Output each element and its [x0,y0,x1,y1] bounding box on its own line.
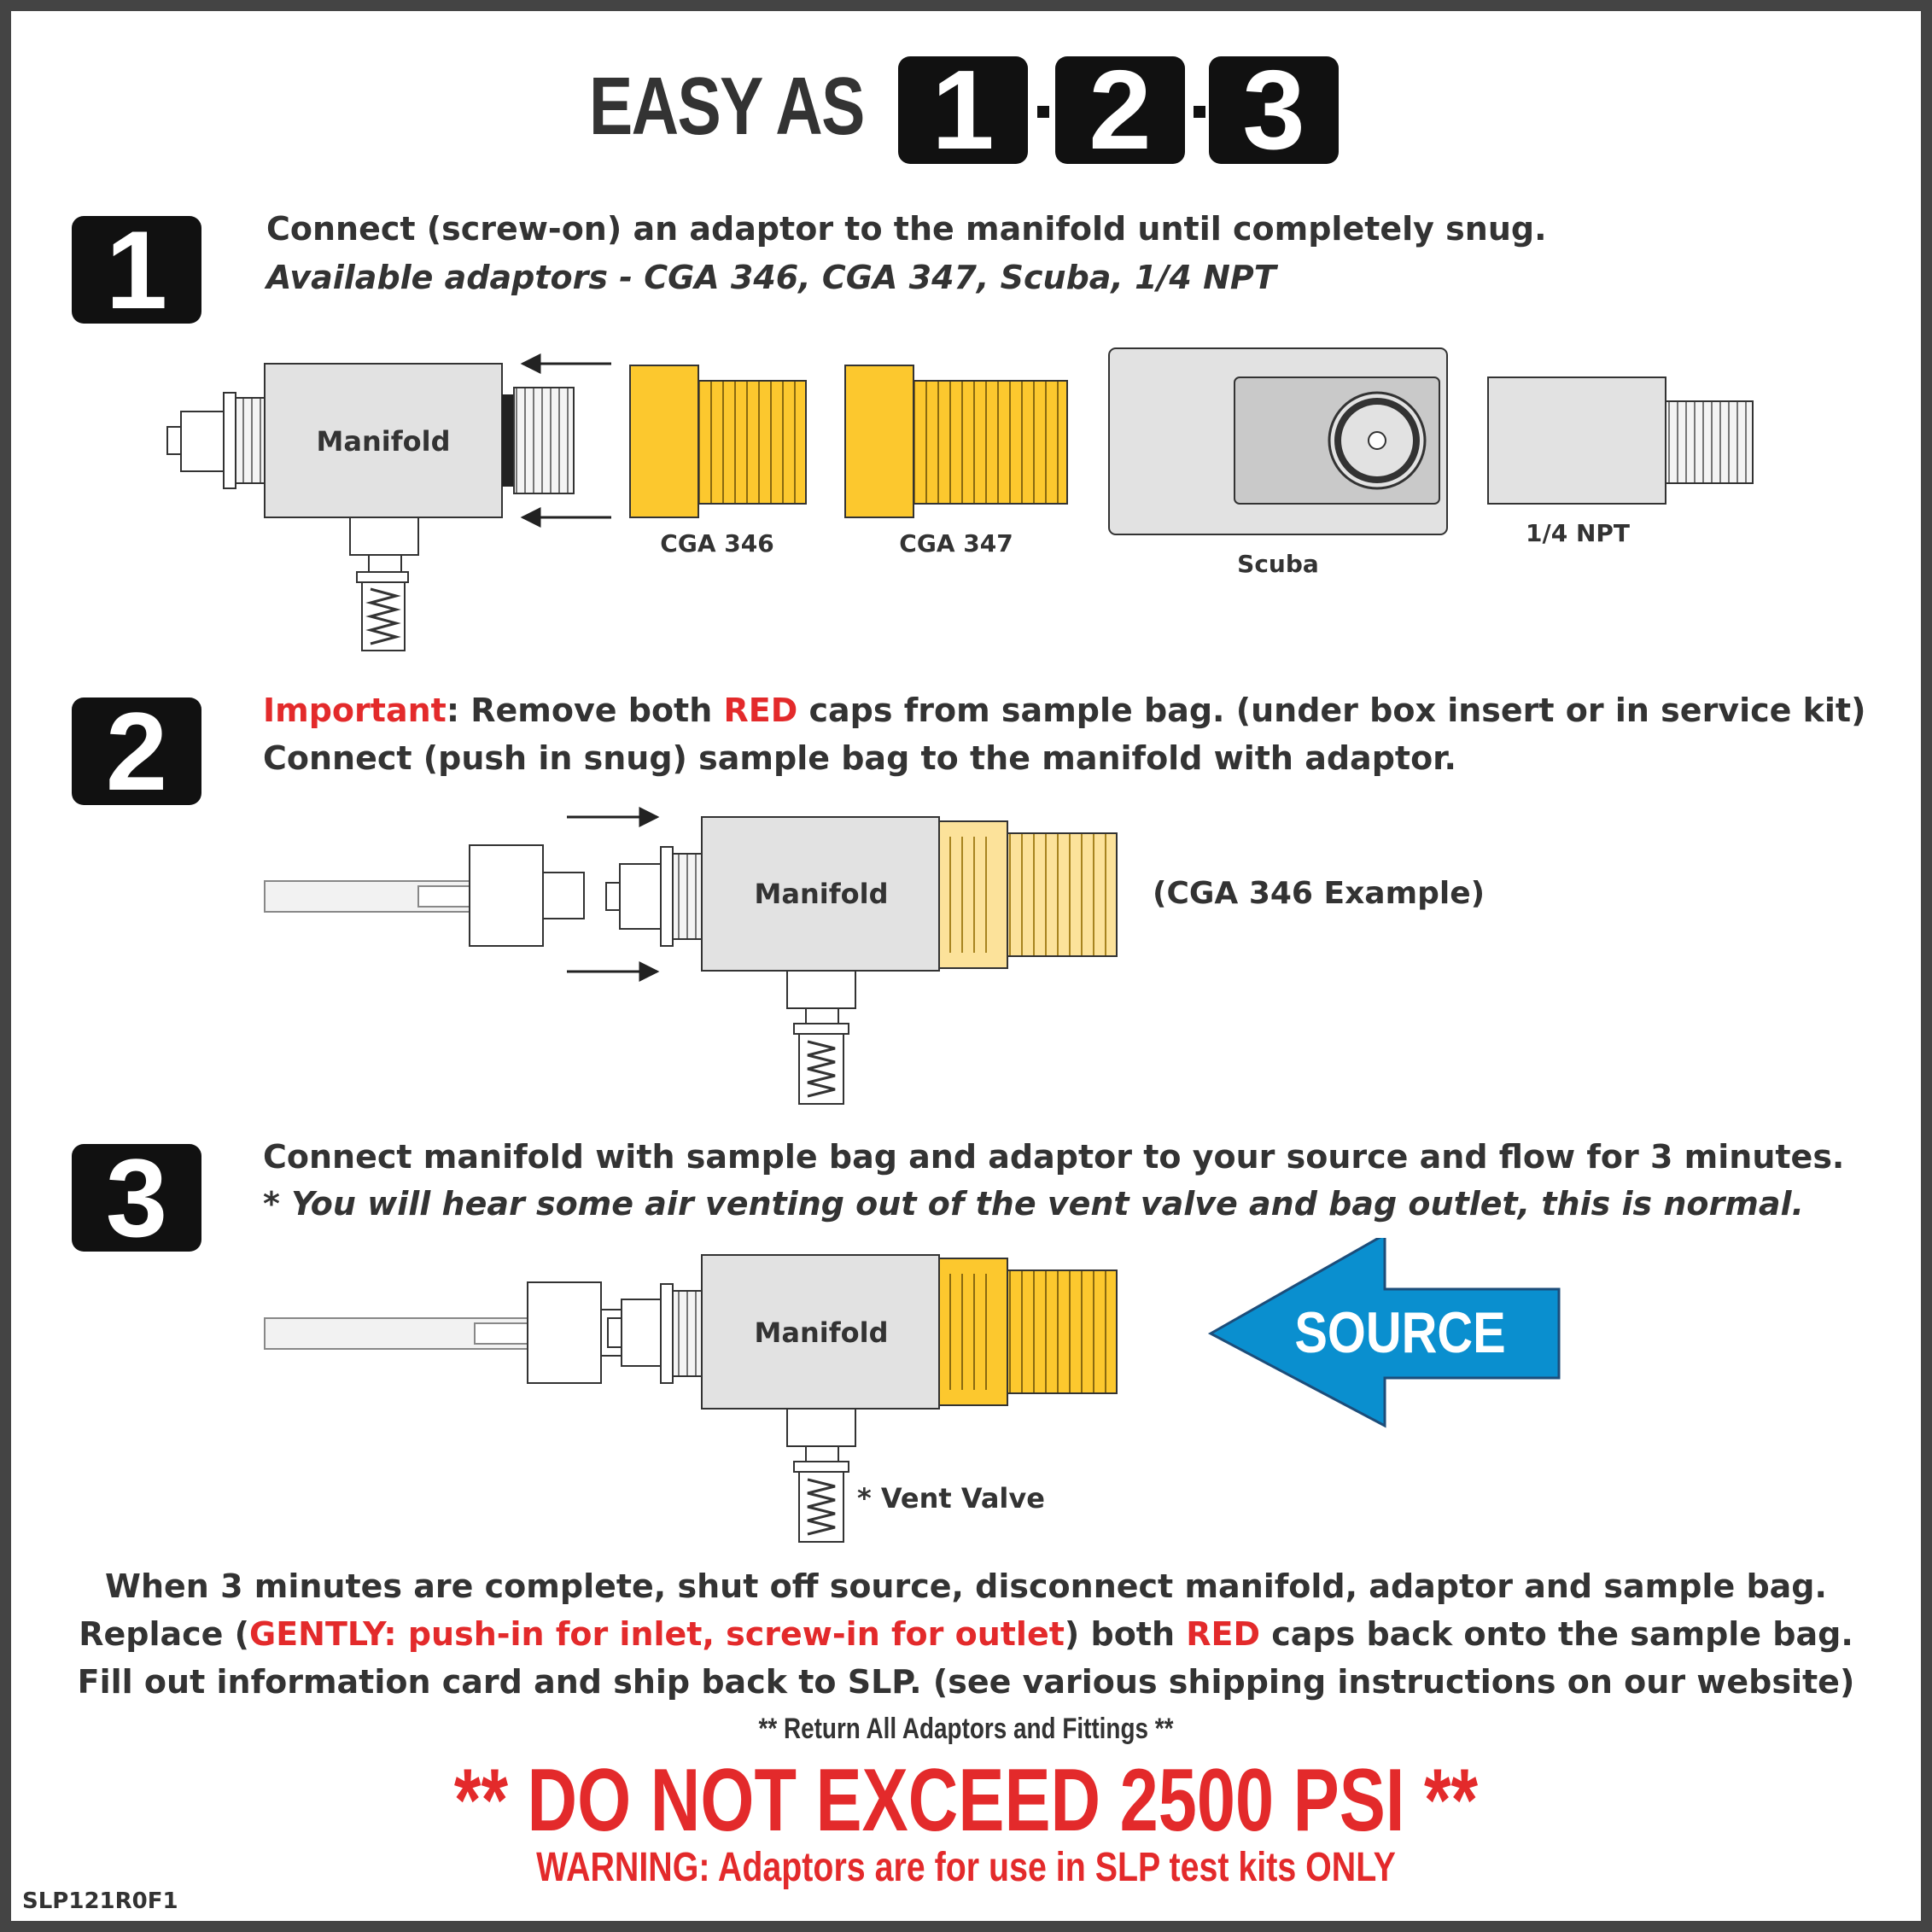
step3-number: 3 [72,1144,201,1252]
step3-vent-neck [806,1446,838,1462]
step3-inlet-tip [608,1318,622,1347]
step2-instruction-2: Connect (push in snug) sample bag to the manifold with adaptor. [263,739,1456,777]
step2-adaptor-engaged [943,837,994,953]
step2-adaptor-threads [1007,833,1117,956]
source-label: SOURCE [1294,1300,1506,1366]
footer-line-1: When 3 minutes are complete, shut off source, disconnect manifold, adaptor and sample bag. [105,1567,1827,1605]
label-scuba: Scuba [1237,550,1319,578]
header-dot-2 [1194,106,1205,118]
step3-vent-housing [794,1462,849,1472]
step3-instruction-1: Connect manifold with sample bag and adaptor to your source and flow for 3 minutes. [263,1138,1845,1176]
red-word-2: RED [1186,1615,1261,1653]
step3-vent-body [787,1409,855,1446]
cga347-threads [913,381,1067,504]
step3-instruction-2: * You will hear some air venting out of the vent valve and bag outlet, this is normal. [263,1185,1804,1223]
step3-manifold-label: Manifold [754,1316,889,1349]
step1-vent-body [350,517,418,555]
header-dot-1 [1037,106,1049,118]
cga347-hex [845,365,913,517]
step3-bag-fitting [528,1282,601,1383]
step2-vent-neck [806,1008,838,1024]
gently-note: GENTLY: push-in for inlet, screw-in for outlet [249,1615,1065,1653]
header-step-2: 2 [1055,56,1185,164]
step2-diagram [0,803,1932,1110]
npt-threads [1666,401,1753,483]
step1-diagram [0,324,1932,683]
step3-inlet [622,1299,661,1366]
step2-vent-body [787,971,855,1008]
cga346-hex [630,365,698,517]
scuba-port-hole [1369,432,1386,449]
step2-bag-tube-inner [418,886,470,907]
label-npt: 1/4 NPT [1526,519,1630,547]
red-word: RED [723,692,798,729]
step2-number: 2 [72,698,201,805]
step1-oring [502,394,514,487]
step2-instruction-1: Important: Remove both RED caps from sample bag. (under box insert or in service kit) [263,692,1866,729]
step1-manifold-inlet [181,411,227,471]
header-title: EASY AS [589,61,864,152]
important-label: Important [263,692,447,729]
step2-nut [661,847,673,946]
step3-bag-tube-inner [475,1323,528,1344]
step3-adaptor-engaged [943,1274,994,1390]
label-cga347: CGA 347 [899,529,1013,557]
step2-threads-left [673,854,702,939]
step1-manifold-threads-left [236,398,265,483]
step1-vent-spring-housing [357,572,408,582]
return-note: ** Return All Adaptors and Fittings ** [758,1713,1174,1745]
step1-manifold-threads-right [514,388,574,493]
step3-adaptor-threads [1007,1270,1117,1393]
step2-inlet-tip [606,883,620,910]
npt-body [1488,377,1666,504]
step1-manifold-nut [224,393,236,488]
step2-vent-housing [794,1024,849,1034]
step3-nut [661,1284,673,1383]
header-step-1: 1 [898,56,1028,164]
step1-instruction: Connect (screw-on) an adaptor to the manifold until completely snug. [266,210,1547,248]
step2-inlet [620,864,661,929]
step3-diagram [0,1238,1932,1554]
step2-example-label: (CGA 346 Example) [1153,876,1485,911]
header-step-3: 3 [1209,56,1339,164]
step2-bag-fitting [470,845,543,946]
warning-sub: WARNING: Adaptors are for use in SLP test kits ONLY [536,1845,1396,1890]
step1-number: 1 [72,216,201,324]
cga346-threads [698,381,806,504]
label-cga346: CGA 346 [660,529,774,557]
footer-line-2: Replace (GENTLY: push-in for inlet, screw-in for outlet) both RED caps back onto the sample bag. [79,1615,1853,1653]
step2-bag-fitting-tip [543,873,584,919]
doc-code: SLP121R0F1 [22,1888,178,1914]
step2-manifold-label: Manifold [754,878,889,910]
step3-threads-left [673,1291,702,1376]
step1-vent-neck [369,555,401,572]
step1-adaptor-list: Available adaptors - CGA 346, CGA 347, Scuba, 1/4 NPT [266,259,1276,296]
warning-main: ** DO NOT EXCEED 2500 PSI ** [453,1751,1479,1850]
footer-line-3: Fill out information card and ship back to SLP. (see various shipping instructions on our website) [77,1663,1855,1701]
step3-vent-label: * Vent Valve [857,1482,1045,1515]
step1-manifold-label: Manifold [316,425,451,458]
